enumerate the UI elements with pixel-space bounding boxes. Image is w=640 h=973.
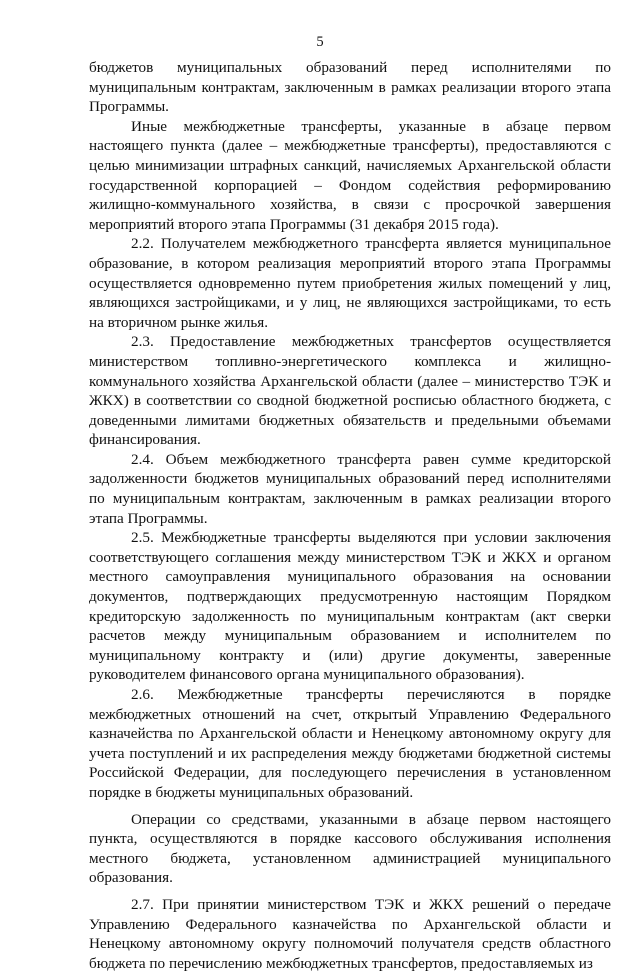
paragraph-2-3: 2.3. Предоставление межбюджетных трансфертов осуществляется министерством топливно-энергетического комплекса и жилищно-коммунального хозяйства Архангельской области (далее – министерство ТЭК и ЖКХ) в соответствии со сводной бюджетной росписью областного бюджета, с доведенными лимитами бюджетных обязательств и предельными объемами финансирования. [89, 333, 611, 449]
paragraph-2-7: 2.7. При принятии министерством ТЭК и ЖКХ решений о передаче Управлению Федерального казначейства по Архангельской области и Ненецкому автономному округу полномочий получателя средств областного бюджета по перечислению межбюджетных трансфертов, предоставляемых из [89, 895, 611, 972]
paragraph-2-4: 2.4. Объем межбюджетного трансферта равен сумме кредиторской задолженности бюджетов муниципальных образований перед исполнителями по муниципальным контрактам, заключенным в рамках реализации второго этапа Программы. [89, 450, 611, 527]
page-number: 5 [316, 34, 324, 50]
paragraph-2-2: 2.2. Получателем межбюджетного трансферта является муниципальное образование, в котором реализация мероприятий второго этапа Программы осуществляется одновременно путем приобретения жилых помещений у лиц, являющихся застройщиками, и у лиц, не являющихся застройщиками, то есть на вторичном рынке жилья. [89, 235, 611, 331]
paragraph-continuation: бюджетов муниципальных образований перед исполнителями по муниципальным контрактам, заключенным в рамках реализации второго этапа Программы. [89, 59, 611, 116]
paragraph-2-5: 2.5. Межбюджетные трансферты выделяются при условии заключения соответствующего соглашения между министерством ТЭК и ЖКХ и органом местного самоуправления муниципального образования на основании документов, подтверждающих предусмотренную настоящим Порядком кредиторскую задолженность по муниципальным контрактам (акт сверки расчетов между муниципальным образованием и исполнителем по муниципальному контракту и (или) другие документы, заверенные руководителем финансового органа муниципального образования). [89, 529, 611, 684]
paragraph-operations: Операции со средствами, указанными в абзаце первом настоящего пункта, осуществляются в порядке кассового обслуживания исполнения местного бюджета, установленном администрацией муниципального образования. [89, 810, 611, 887]
document-body [89, 58, 611, 973]
paragraph-2-6: 2.6. Межбюджетные трансферты перечисляются в порядке межбюджетных отношений на счет, открытый Управлению Федерального казначейства по Архангельской области и Ненецкому автономному округу для учета поступлений и их распределения между бюджетами бюджетной системы Российской Федерации, для последующего перечисления в установленном порядке в бюджеты муниципальных образований. [89, 686, 611, 801]
paragraph-other-transfers: Иные межбюджетные трансферты, указанные в абзаце первом настоящего пункта (далее – межбюджетные трансферты), предоставляются с целью минимизации штрафных санкций, начисляемых Архангельской области государственной корпорацией – Фондом содействия реформированию жилищно-коммунального хозяйства, в связи с просрочкой завершения мероприятий второго этапа Программы (31 декабря 2015 года). [89, 117, 611, 233]
